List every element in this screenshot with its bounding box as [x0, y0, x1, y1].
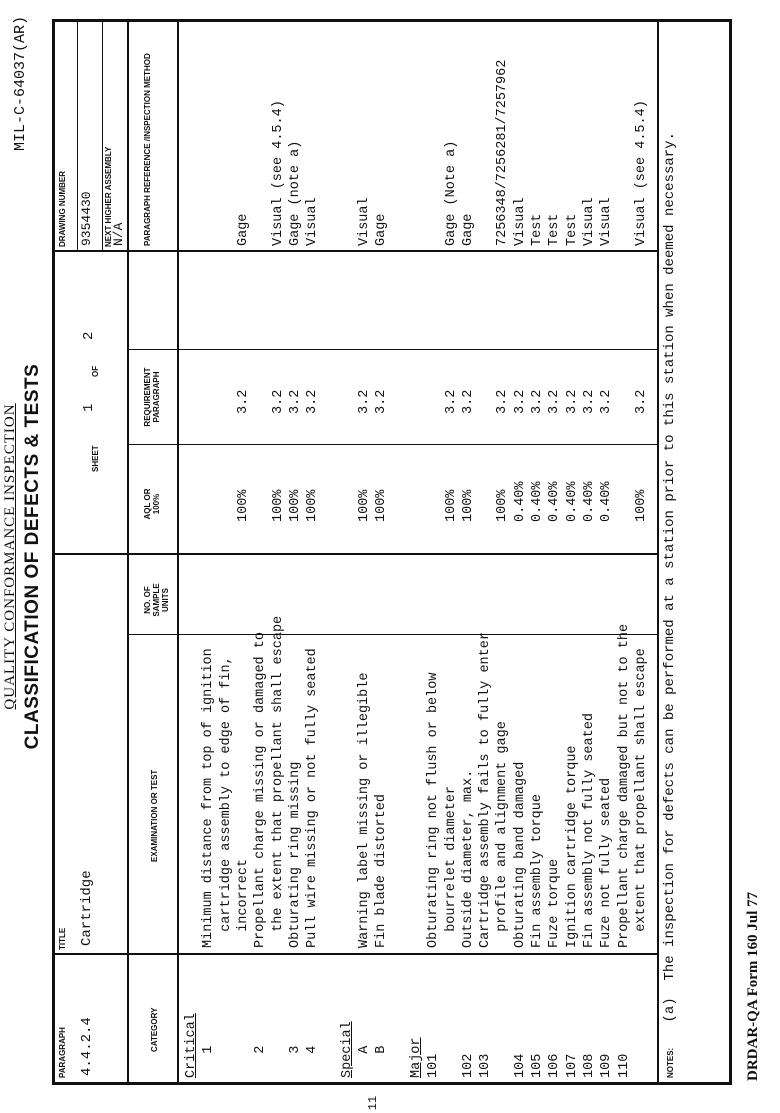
- sheet-label: SHEET: [91, 445, 100, 472]
- requirement-header: REQUIREMENT PARAGRAPH: [143, 367, 161, 427]
- reference-col-divider: [55, 250, 657, 252]
- row-reference: 7256348/7256281/7257962: [495, 59, 511, 246]
- row-category: 104: [512, 1053, 528, 1078]
- row-reference: Test: [530, 213, 545, 246]
- next-higher-assembly-label: NEXT HIGHER ASSEMBLY: [104, 146, 113, 247]
- row-examination: Warning label missing or illegible: [357, 672, 372, 948]
- sheet-number: 1: [81, 403, 97, 412]
- notes-label: NOTES:: [666, 1047, 675, 1078]
- row-examination: Ignition cartridge torque: [564, 745, 580, 948]
- category-col-divider: [55, 953, 657, 955]
- defects-table: [52, 19, 732, 1085]
- row-requirement: 3.2: [460, 389, 476, 414]
- row-examination: Cartridge assembly fails to fully enter: [478, 632, 494, 948]
- row-requirement: 3.2: [235, 389, 251, 414]
- drawing-number-value: 9354430: [79, 191, 94, 246]
- examination-header: EXAMINATION OR TEST: [150, 769, 159, 862]
- row-category: 102: [460, 1053, 476, 1078]
- row-examination: Obturating ring missing: [287, 761, 303, 948]
- notes-text: (a) The inspection for defects can be performed at a station prior to this station when deemed necessary.: [662, 132, 678, 1048]
- of-label: OF: [91, 365, 100, 377]
- row-aql: 100%: [374, 489, 390, 522]
- row-requirement: 3.2: [357, 389, 372, 414]
- row-category: 3: [287, 1045, 303, 1078]
- document-number: MIL-C-64037(AR): [12, 16, 29, 152]
- row-aql: 0.40%: [530, 481, 545, 522]
- aql-header: AQL OR 100%: [143, 488, 161, 520]
- header-divider: [127, 22, 129, 1082]
- drawing-number-label: DRAWING NUMBER: [58, 171, 67, 247]
- row-examination: Pull wire missing or not fully seated: [305, 648, 321, 948]
- row-category: Special: [339, 1021, 355, 1078]
- row-reference: Test: [564, 213, 580, 246]
- row-category: 101: [426, 1053, 442, 1078]
- row-aql: 100%: [443, 489, 459, 522]
- row-aql: 0.40%: [581, 481, 597, 522]
- row-category: Major: [408, 1037, 424, 1078]
- row-aql: 0.40%: [512, 481, 528, 522]
- row-reference: Gage (Note a): [443, 140, 459, 246]
- row-reference: Gage (note a): [287, 140, 303, 246]
- row-aql: 100%: [633, 489, 649, 522]
- row-category: 109: [599, 1053, 615, 1078]
- row-requirement: 3.2: [599, 389, 615, 414]
- sample-col-divider: [177, 634, 657, 635]
- row-category: Critical: [184, 1013, 199, 1078]
- row-category: 1: [201, 1045, 217, 1078]
- row-examination: bourrelet diameter: [443, 785, 459, 948]
- title-sheet-divider: [55, 553, 657, 555]
- row-examination: incorrect: [235, 858, 251, 948]
- row-aql: 100%: [305, 489, 321, 522]
- row-examination: Fin assembly not fully seated: [581, 713, 597, 948]
- sample-col-divider-header: [127, 634, 177, 635]
- category-header: CATEGORY: [150, 1007, 159, 1052]
- row-examination: extent that propellant shall escape: [633, 648, 649, 948]
- row-examination: the extent that propellant shall escape: [270, 615, 286, 948]
- row-requirement: 3.2: [547, 389, 563, 414]
- row-requirement: 3.2: [530, 389, 545, 414]
- row-category: 106: [547, 1053, 563, 1078]
- row-examination: Fuze torque: [547, 858, 563, 948]
- row-reference: Gage: [374, 213, 390, 246]
- row-requirement: 3.2: [581, 389, 597, 414]
- row-examination: Propellant charge damaged but not to the: [616, 623, 632, 948]
- row-requirement: 3.2: [270, 389, 286, 414]
- row-reference: Gage: [235, 213, 251, 246]
- header-line-1: QUALITY CONFORMANCE INSPECTION: [2, 403, 18, 710]
- row-aql: 100%: [287, 489, 303, 522]
- row-category: 4: [305, 1045, 321, 1078]
- page-title: CLASSIFICATION OF DEFECTS & TESTS: [22, 363, 43, 750]
- notes-divider: [657, 22, 659, 1082]
- title-value: Cartridge: [79, 870, 95, 946]
- row-requirement: 3.2: [564, 389, 580, 414]
- title-label: TITLE: [58, 927, 67, 950]
- row-aql: 100%: [495, 489, 511, 522]
- row-reference: Visual: [305, 197, 321, 246]
- row-examination: profile and alignment gage: [495, 721, 511, 948]
- requirement-col-divider: [127, 349, 657, 350]
- row-examination: Obturating ring not flush or below: [426, 672, 442, 948]
- row-reference: Visual: [581, 197, 597, 246]
- column-header-divider: [177, 22, 179, 1082]
- row-examination: Propellant charge missing or damaged to: [253, 632, 269, 948]
- row-examination: cartridge assembly to edge of fin,: [218, 656, 234, 948]
- row-reference: Visual (see 4.5.4): [633, 100, 649, 246]
- drawing-divider: [77, 22, 78, 252]
- form-id: DRDAR-QA Form 160 Jul 77: [745, 891, 761, 1081]
- row-reference: Visual: [512, 197, 528, 246]
- row-aql: 100%: [460, 489, 476, 522]
- aql-col-divider: [127, 444, 657, 445]
- row-examination: Fin assembly torque: [530, 794, 545, 948]
- row-category: 108: [581, 1053, 597, 1078]
- row-aql: 100%: [270, 489, 286, 522]
- assembly-divider: [102, 22, 103, 252]
- paragraph-value: 4.4.2.4: [79, 1017, 95, 1076]
- row-category: A: [357, 1045, 372, 1078]
- row-reference: Visual (see 4.5.4): [270, 100, 286, 246]
- row-examination: Minimum distance from top of ignition: [201, 648, 217, 948]
- row-aql: 100%: [235, 489, 251, 522]
- row-requirement: 3.2: [305, 389, 321, 414]
- row-aql: 100%: [357, 489, 372, 522]
- row-category: B: [374, 1045, 390, 1078]
- row-category: 110: [616, 1053, 632, 1078]
- row-category: 107: [564, 1053, 580, 1078]
- sheet-total: 2: [81, 331, 97, 340]
- row-examination: Fuze not fully seated: [599, 777, 615, 948]
- row-aql: 0.40%: [547, 481, 563, 522]
- row-reference: Visual: [599, 197, 615, 246]
- row-examination: Fin blade distorted: [374, 794, 390, 948]
- row-requirement: 3.2: [443, 389, 459, 414]
- row-reference: Gage: [460, 213, 476, 246]
- notes: [661, 28, 680, 1078]
- reference-header: PARAGRAPH REFERENCE /INSPECTION METHOD: [143, 53, 152, 246]
- row-category: 103: [478, 1053, 494, 1078]
- row-reference: Visual: [357, 197, 372, 246]
- next-higher-assembly-value: N/A: [111, 222, 126, 246]
- row-requirement: 3.2: [633, 389, 649, 414]
- row-aql: 0.40%: [599, 481, 615, 522]
- row-requirement: 3.2: [512, 389, 528, 414]
- row-aql: 0.40%: [564, 481, 580, 522]
- row-requirement: 3.2: [495, 389, 511, 414]
- row-category: 105: [530, 1053, 545, 1078]
- paragraph-label: PARAGRAPH: [58, 1027, 67, 1078]
- row-requirement: 3.2: [374, 389, 390, 414]
- row-requirement: 3.2: [287, 389, 303, 414]
- row-examination: Obturating band damaged: [512, 761, 528, 948]
- page-number: 11: [366, 1095, 381, 1111]
- row-reference: Test: [547, 213, 563, 246]
- row-category: 2: [253, 1045, 269, 1078]
- row-examination: Outside diameter, max.: [460, 769, 476, 948]
- sample-units-header: NO. OF SAMPLE UNITS: [143, 583, 170, 617]
